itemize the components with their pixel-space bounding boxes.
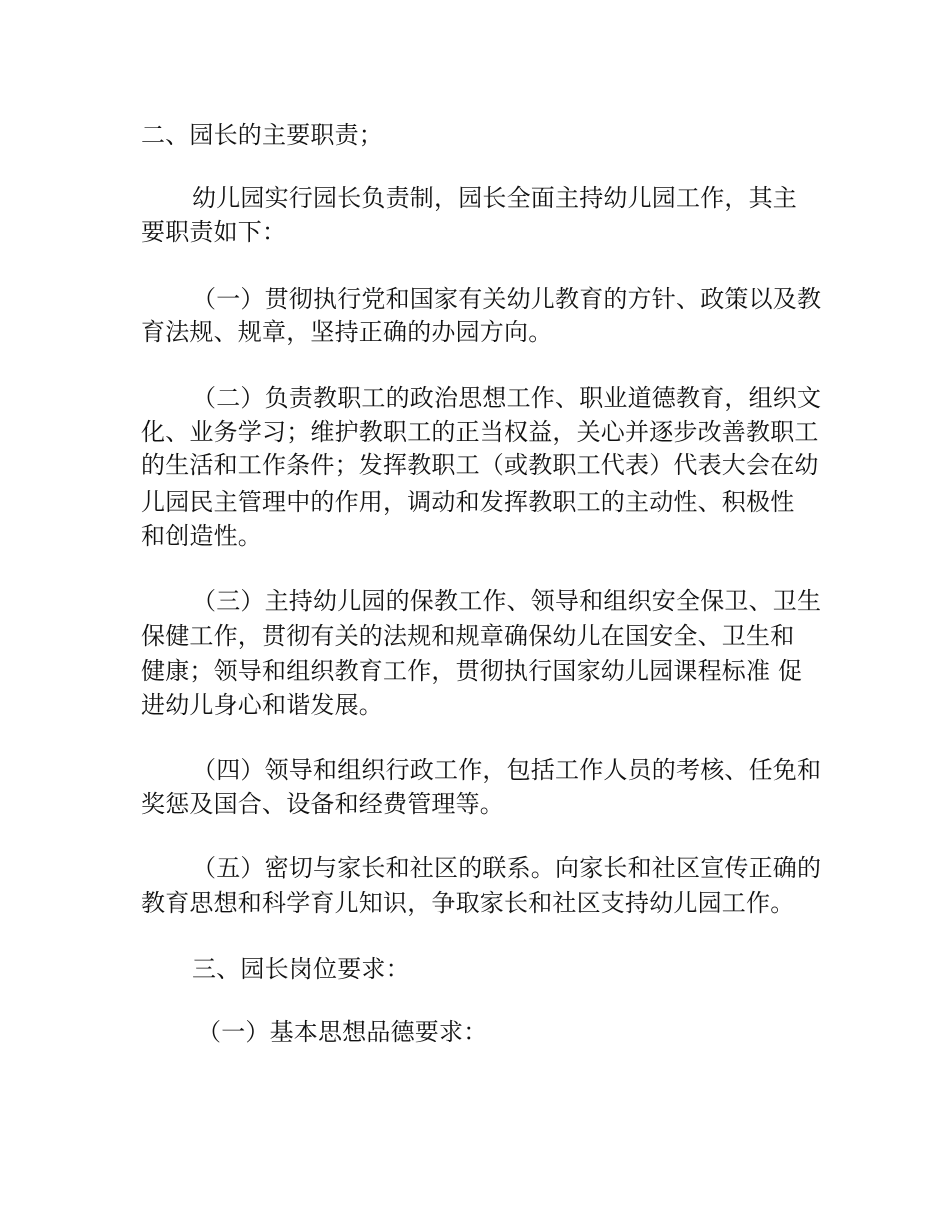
paragraph-line: （五）密切与家长和社区的联系。向家长和社区宣传正确的 — [192, 854, 822, 882]
subsection-heading: （一）基本思想品德要求： — [197, 1018, 488, 1046]
section-heading: 三、园长岗位要求： — [192, 955, 410, 983]
paragraph-line: 和创造性。 — [141, 522, 262, 550]
paragraph-line: 健康；领导和组织教育工作，贯彻执行国家幼儿园课程标准 促 — [141, 657, 803, 685]
paragraph-line: 进幼儿身心和谐发展。 — [141, 691, 383, 719]
paragraph-line: 化、业务学习；维护教职工的正当权益，关心并逐步改善教职工 — [141, 418, 819, 446]
paragraph-line: （三）主持幼儿园的保教工作、领导和组织安全保卫、卫生 — [192, 587, 822, 615]
section-heading: 二、园长的主要职责； — [141, 121, 383, 149]
paragraph-line: 儿园民主管理中的作用，调动和发挥教职工的主动性、积极性 — [141, 488, 795, 516]
paragraph-line: 奖惩及国合、设备和经费管理等。 — [141, 790, 504, 818]
paragraph-line: （二）负责教职工的政治思想工作、职业道德教育，组织文 — [192, 384, 822, 412]
paragraph-line: 教育思想和科学育儿知识，争取家长和社区支持幼儿园工作。 — [141, 889, 795, 917]
paragraph-line: 育法规、规章，坚持正确的办园方向。 — [141, 318, 553, 346]
paragraph-line: 要职责如下： — [141, 218, 287, 246]
paragraph-line: 保健工作，贯彻有关的法规和规章确保幼儿在国安全、卫生和 — [141, 622, 795, 650]
paragraph-line: （四）领导和组织行政工作，包括工作人员的考核、任免和 — [192, 756, 822, 784]
paragraph-line: 幼儿园实行园长负责制，园长全面主持幼儿园工作，其主 — [192, 184, 797, 212]
paragraph-line: （一）贯彻执行党和国家有关幼儿教育的方针、政策以及教 — [192, 285, 822, 313]
paragraph-line: 的生活和工作条件；发挥教职工（或教职工代表）代表大会在幼 — [141, 451, 819, 479]
